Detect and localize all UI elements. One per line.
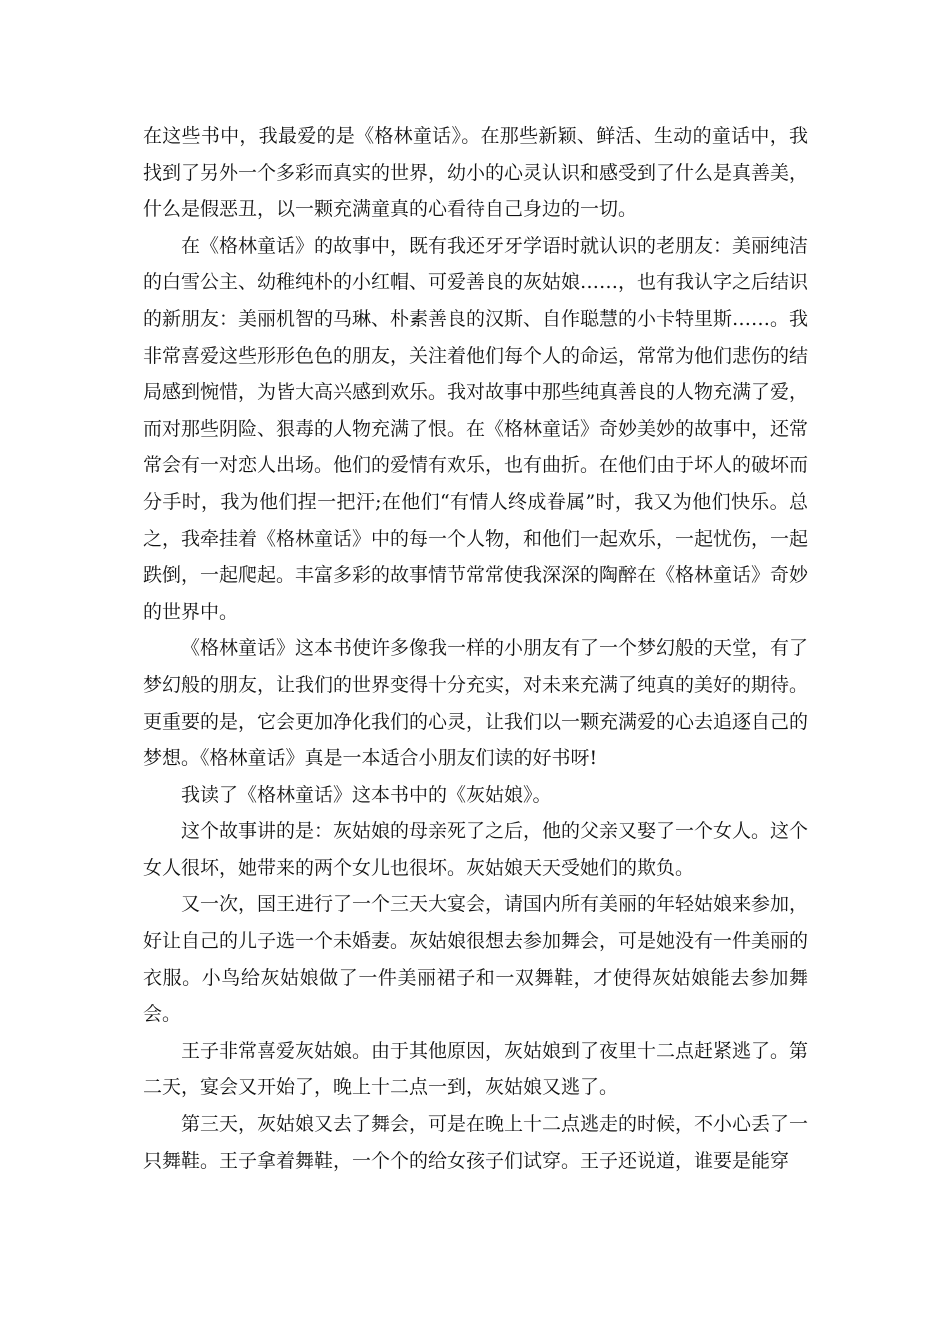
paragraph-7: 王子非常喜爱灰姑娘。由于其他原因，灰姑娘到了夜里十二点赶紧逃了。第二天，宴会又开始了，晚上十二点一到，灰姑娘又逃了。: [143, 1039, 809, 1099]
paragraph-5: 这个故事讲的是：灰姑娘的母亲死了之后，他的父亲又娶了一个女人。这个女人很坏，她带来的两个女儿也很坏。灰姑娘天天受她们的欺负。: [143, 820, 809, 879]
paragraph-8: 第三天，灰姑娘又去了舞会，可是在晚上十二点逃走的时候，不小心丢了一只舞鞋。王子拿着舞鞋，一个个的给女孩子们试穿。王子还说道，谁要是能穿: [143, 1113, 809, 1172]
document-page: [143, 118, 808, 1179]
paragraph-1: 在这些书中，我最爱的是《格林童话》。在那些新颖、鲜活、生动的童话中，我找到了另外一个多彩而真实的世界，幼小的心灵认识和感受到了什么是真善美，什么是假恶丑，以一颗充满童真的心看待自己身边的一切。: [143, 125, 809, 221]
paragraph-4: 我读了《格林童话》这本书中的《灰姑娘》。: [181, 783, 552, 806]
paragraph-3: 《格林童话》这本书使许多像我一样的小朋友有了一个梦幻般的天堂，有了梦幻般的朋友，让我们的世界变得十分充实，对未来充满了纯真的美好的期待。更重要的是，它会更加净化我们的心灵，让我们以一颗充满爱的心去追逐自己的梦想。《格林童话》真是一本适合小朋友们读的好书呀!: [143, 637, 809, 770]
paragraph-2: 在《格林童话》的故事中，既有我还牙牙学语时就认识的老朋友：美丽纯洁的白雪公主、幼稚纯朴的小红帽、可爱善良的灰姑娘……，也有我认字之后结识的新朋友：美丽机智的马琳、朴素善良的汉斯、自作聪慧的小卡特里斯……。我非常喜爱这些形形色色的朋友，关注着他们每个人的命运，常常为他们悲伤的结局感到惋惜，为皆大高兴感到欢乐。我对故事中那些纯真善良的人物充满了爱，而对那些阴险、狠毒的人物充满了恨。在《格林童话》奇妙美妙的故事中，还常常会有一对恋人出场。他们的爱情有欢乐，也有曲折。在他们由于坏人的破坏而分手时，我为他们捏一把汗;在他们“有情人终成眷属”时，我又为他们快乐。总之，我牵挂着《格林童话》中的每一个人物，和他们一起欢乐，一起忧伤，一起跌倒，一起爬起。丰富多彩的故事情节常常使我深深的陶醉在《格林童话》奇妙的世界中。: [143, 234, 809, 623]
paragraph-6: 又一次，国王进行了一个三天大宴会，请国内所有美丽的年轻姑娘来参加，好让自己的儿子选一个未婚妻。灰姑娘很想去参加舞会，可是她没有一件美丽的衣服。小鸟给灰姑娘做了一件美丽裙子和一双舞鞋，才使得灰姑娘能去参加舞会。: [143, 893, 809, 1026]
